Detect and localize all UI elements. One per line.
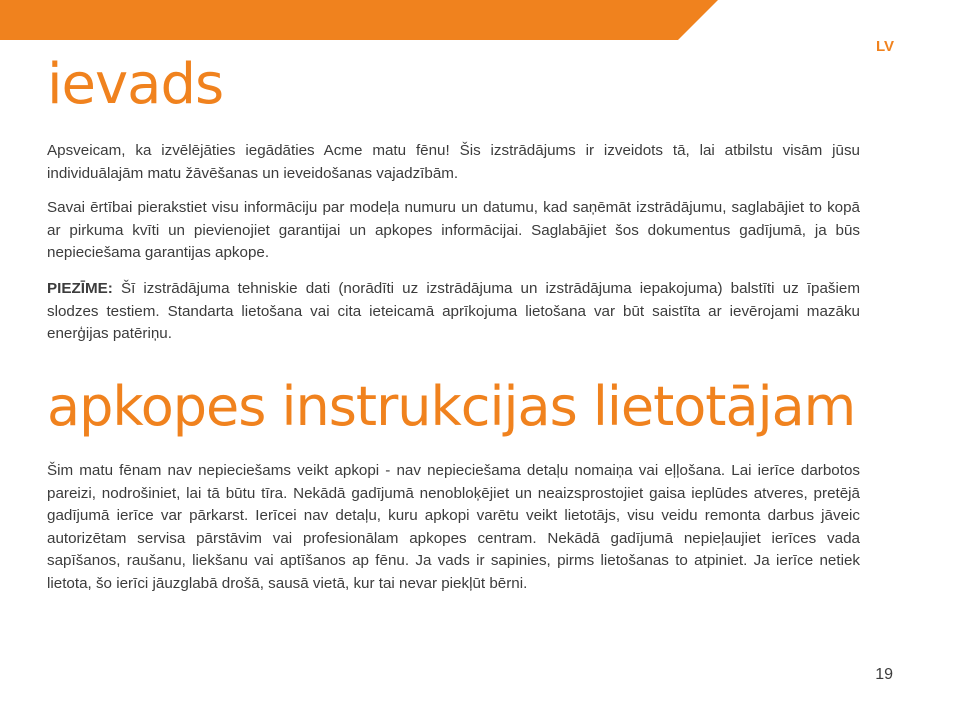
page-number: 19 [875, 666, 893, 683]
intro-heading: ievads [47, 52, 224, 117]
care-paragraph: Šim matu fēnam nav nepieciešams veikt apkopi - nav nepieciešama detaļu nomaiņa vai eļļošana. Lai ierīce darbotos pareizi, nodrošiniet, lai tā būtu tīra. Nekādā gadījumā nenobloķējiet un neaizsprostojiet gaisa ieplūdes atveres, pretējā gadījumā ierīce var pārkarst. Ierīcei nav detaļu, kuru apkopi varētu veikt lietotājs, visu veidu remonta darbus jāveic autorizētam servisa pārstāvim vai profesionālam apkopes centram. Nekādā gadījumā nepieļaujiet ierīces vada sapīšanos, raušanu, liekšanu vai aptīšanos ap fēnu. Ja vads ir sapinies, pirms lietošanas to atpiniet. Ja ierīce netiek lietota, šo ierīci jāuzglabā drošā, sausā vietā, kur tai nevar piekļūt bērni. [47, 462, 860, 592]
intro-paragraph-1: Apsveicam, ka izvēlējāties iegādāties Acme matu fēnu! Šis izstrādājums ir izveidots tā, lai atbilstu visām jūsu individuālajām matu žāvēšanas un ieveidošanas vajadzībām. [47, 142, 860, 182]
note-label: PIEZĪME: [47, 280, 113, 297]
note-paragraph [47, 278, 860, 346]
language-code: LV [875, 38, 894, 55]
intro-paragraph-2: Savai ērtībai pierakstiet visu informāciju par modeļa numuru un datumu, kad saņēmāt izstrādājumu, saglabājiet to kopā ar pirkuma kvīti un pievienojiet garantijai un apkopes informācijai. Saglabājiet šos dokumentus gadījumā, ja būs nepieciešama garantijas apkope. [47, 199, 860, 261]
header-accent-band [0, 0, 720, 40]
care-heading: apkopes instrukcijas lietotājam [47, 375, 856, 438]
note-text: Šī izstrādājuma tehniskie dati (norādīti uz izstrādājuma un izstrādājuma iepakojuma) balstīti uz īpašiem slodzes testiem. Standarta lietošana vai cita ieteicamā aprīkojuma lietošana var būt saistīta ar ievērojami mazāku enerģijas patēriņu. [47, 280, 860, 342]
